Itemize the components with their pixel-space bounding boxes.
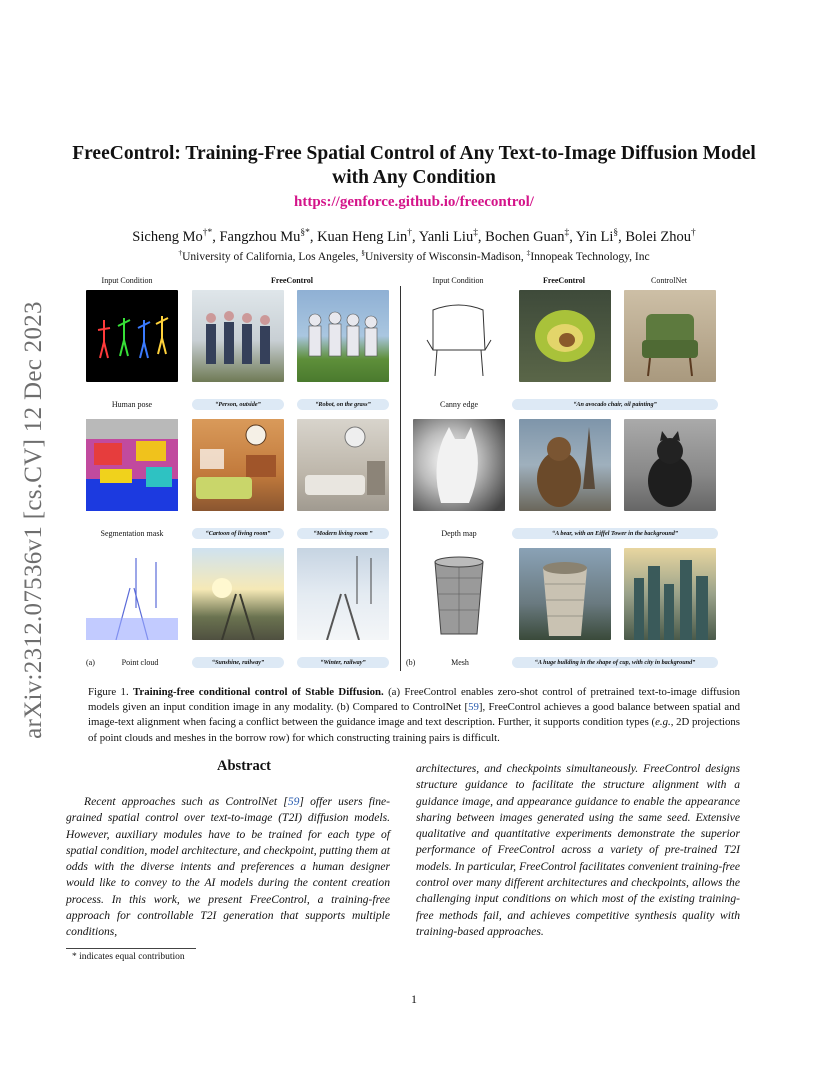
abstract-text: ] offer users fine-grained spatial control over text-to-image (T2I) diffusion models. However, auxiliary modules have to be trained for each type of spatial condition, model architecture, and checkpoint, putting them at odds with the diverse intents and preferences a human designer would like to convey to the AI models during the content creation process. In this work, we present FreeControl, a training-free approach for controllable T2I generation that supports multiple conditions, — [66, 795, 391, 939]
abstract-left-column — [66, 794, 390, 941]
avocado-chair-controlnet-image — [624, 290, 716, 382]
caption-text: (a) FreeControl enables zero-shot control of pretrained text-to-image diffusion models given an input condition image in any modality. (b) Compared to ControlNet [ — [88, 686, 740, 714]
prompt-pill: “A bear, with an Eiffel Tower in the background” — [512, 528, 718, 539]
figure-part-b: (b) — [406, 658, 416, 667]
cup-building-icon — [519, 548, 611, 640]
footnote: * indicates equal contribution — [72, 952, 185, 962]
author-mark: ‡ — [564, 228, 570, 238]
affiliation-name: Innopeak Technology, Inc — [530, 250, 650, 263]
author-name: Yanli Liu — [418, 228, 474, 245]
mesh-condition-image — [413, 548, 505, 640]
author-mark: † — [691, 228, 696, 238]
prompt-pill: “Modern living room ” — [297, 528, 389, 539]
condition-label-pose: Human pose — [111, 400, 153, 409]
author-mark: §* — [300, 228, 310, 238]
page-number: 1 — [411, 992, 417, 1006]
affiliation-mark: † — [178, 248, 183, 257]
prompt-pill: “Sunshine, railway” — [192, 657, 284, 668]
black-bear-icon — [624, 419, 716, 511]
author-name: Bolei Zhou — [625, 228, 691, 245]
author-mark: †* — [202, 228, 213, 238]
condition-label-mesh: Mesh — [451, 658, 469, 667]
abstract-text: Recent approaches such as ControlNet [ — [84, 795, 288, 808]
affiliation-name: University of Wisconsin-Madison, — [365, 250, 527, 263]
affiliation-mark: § — [361, 248, 366, 257]
author-name: Sicheng Mo — [132, 228, 203, 245]
citation-link[interactable]: 59 — [468, 701, 479, 714]
author-list: Sicheng Mo†*, Fangzhou Mu§*, Kuan Heng Lin†, Yanli Liu‡, Bochen Guan‡, Yin Li§, Bolei Zhou† — [132, 228, 696, 245]
author-mark: ‡ — [473, 228, 478, 238]
robot-grass-image — [297, 290, 389, 382]
point-cloud-condition-image — [86, 548, 178, 640]
modern-room-icon — [297, 419, 389, 511]
left-header-input: Input Condition — [101, 276, 153, 285]
bear-eiffel-freecontrol-image — [519, 419, 611, 511]
cup-building-freecontrol-image — [519, 548, 611, 640]
author-name: Yin Li — [575, 228, 614, 245]
people-figures-icon — [192, 290, 284, 382]
segmentation-regions-icon — [86, 419, 178, 511]
arxiv-identifier-text: arXiv:2312.07536v1 [cs.CV] 12 Dec 2023 — [20, 301, 47, 739]
avocado-chair-freecontrol-image — [519, 290, 611, 382]
author-name: Kuan Heng Lin — [317, 228, 408, 245]
abstract-heading: Abstract — [217, 758, 271, 774]
prompt-pill: “Cartoon of living room” — [192, 528, 284, 539]
condition-label-canny: Canny edge — [440, 400, 478, 409]
author-name: Bochen Guan — [485, 228, 565, 245]
affiliations — [60, 248, 768, 263]
caption-label: Figure 1. — [88, 686, 129, 698]
project-url[interactable]: https://genforce.github.io/freecontrol/ — [294, 194, 534, 210]
affiliation-mark: ‡ — [526, 248, 531, 257]
right-header-freecontrol: FreeControl — [543, 276, 585, 285]
footnote-rule — [66, 948, 196, 949]
winter-railway-image — [297, 548, 389, 640]
caption-eg: e.g. — [655, 716, 671, 729]
right-header-input: Input Condition — [432, 276, 484, 285]
author-mark: † — [407, 228, 412, 238]
figure-part-a: (a) — [86, 658, 95, 667]
person-outside-image — [192, 290, 284, 382]
pose-skeleton-icon — [86, 290, 178, 382]
cartoon-room-icon — [192, 419, 284, 511]
green-armchair-icon — [624, 290, 716, 382]
condition-label-point-cloud: Point cloud — [121, 658, 159, 667]
point-cloud-icon — [86, 548, 178, 640]
abstract-right-column: architectures, and checkpoints simultaneously. FreeControl designs structure guidance to facilitate the structure alignment with a guidance image, and appearance guidance to enable the appearance sharing between images generated using the same seed. Extensive qualitative and quantitative experiments demonstrate the superior performance of FreeControl across a variety of pre-trained T2I models. In particular, FreeControl facilitates convenient training-free control over many different architectures and checkpoints, allows the challenging input conditions on which most of the existing training-free methods fail, and achieves competitive synthesis quality with training-based approaches. — [416, 762, 740, 938]
caption-bold: Training-free conditional control of Stable Diffusion. — [133, 686, 384, 698]
right-header-controlnet: ControlNet — [651, 276, 687, 285]
railway-snow-icon — [297, 548, 389, 640]
avocado-chair-icon — [519, 290, 611, 382]
author-name: Fangzhou Mu — [219, 228, 301, 245]
citation-link[interactable]: 59 — [287, 795, 300, 808]
prompt-pill: “Robot, on the grass” — [297, 399, 389, 410]
railway-sun-icon — [192, 548, 284, 640]
figure-divider — [400, 286, 401, 671]
cartoon-living-room-image — [192, 419, 284, 511]
robot-figures-icon — [297, 290, 389, 382]
cup-building-controlnet-image — [624, 548, 716, 640]
prompt-pill: “An avocado chair, oil painting” — [512, 399, 718, 410]
figure-caption — [88, 685, 740, 746]
condition-label-depth: Depth map — [441, 529, 477, 538]
caption-text: ], FreeControl achieves a good balance between spatial and image-text alignment when facing a conflict between the guidance image and text description. Further, it supports condition types ( — [88, 701, 740, 729]
bear-eiffel-icon — [519, 419, 611, 511]
author-mark: § — [613, 228, 619, 238]
prompt-pill: “Person, outside” — [192, 399, 284, 410]
paper-title: FreeControl: Training-Free Spatial Control of Any Text-to-Image Diffusion Model with Any Condition — [72, 143, 756, 188]
cat-silhouette-icon — [413, 419, 505, 511]
caption-text: , 2D projections of point clouds and meshes in the borrow row) for which constructing training pairs is difficult. — [88, 716, 740, 744]
cup-mesh-icon — [413, 548, 505, 640]
left-header-freecontrol: FreeControl — [271, 276, 313, 285]
depth-map-condition-image — [413, 419, 505, 511]
prompt-pill: “A huge building in the shape of cup, with city in background” — [512, 657, 718, 668]
canny-edge-condition-image — [413, 290, 505, 382]
segmentation-condition-image — [86, 419, 178, 511]
chair-outline-icon — [413, 290, 505, 382]
city-skyline-icon — [624, 548, 716, 640]
arxiv-identifier — [14, 280, 54, 760]
pose-condition-image — [86, 290, 178, 382]
condition-label-segmentation: Segmentation mask — [100, 529, 164, 538]
affiliation-name: University of California, Los Angeles, — [182, 250, 362, 263]
bear-eiffel-controlnet-image — [624, 419, 716, 511]
sunshine-railway-image — [192, 548, 284, 640]
modern-living-room-image — [297, 419, 389, 511]
prompt-pill: “Winter, railway” — [297, 657, 389, 668]
